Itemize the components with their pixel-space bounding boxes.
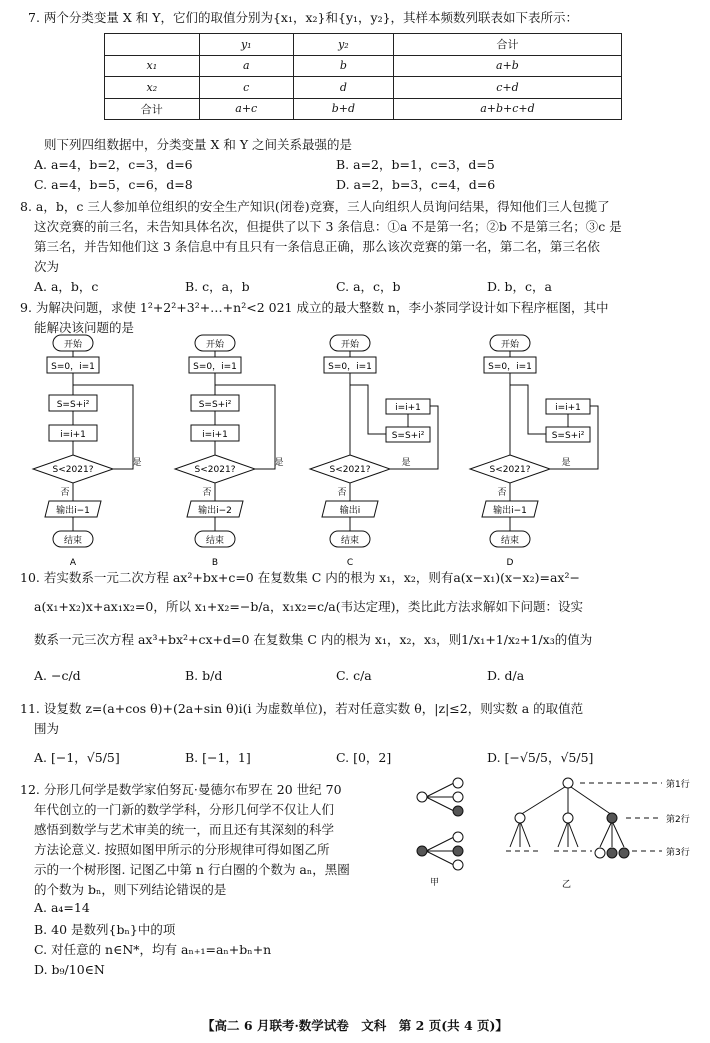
flowchart-caption: A [69, 558, 77, 565]
loop-line-top [350, 385, 386, 434]
process-label-1: S=S+i² [198, 400, 232, 410]
q10-option-a[interactable]: A. −c/d [34, 668, 81, 683]
yes-label: 是 [274, 458, 284, 468]
q9-line-1: 9. 为解决问题，求使 1²+2²+3²+…+n²<2 021 成立的最大整数 n，李小茶同学设计如下程序框图，其中 [20, 300, 609, 315]
start-label: 开始 [500, 340, 520, 350]
no-label: 否 [60, 488, 70, 498]
init-label: S=0，i=1 [328, 362, 372, 372]
q11-option-d[interactable]: D. [−√5/5，√5/5] [487, 750, 594, 765]
decision-label: S<2021? [489, 465, 531, 475]
table-cell: c+d [393, 77, 621, 99]
black-circle [417, 846, 427, 856]
q12-line-6: 的个数为 bₙ，则下列结论错误的是 [34, 882, 227, 897]
loop-line-top [510, 385, 546, 434]
decision-label: S<2021? [52, 465, 94, 475]
table-cell: y₂ [293, 34, 393, 56]
flowchart-b[interactable] [170, 333, 325, 565]
white-circle [453, 792, 463, 802]
black-circle [453, 806, 463, 816]
process-label-1: S=S+i² [56, 400, 90, 410]
q12-line-2: 年代创立的一门新的数学学科，分形几何学不仅让人们 [34, 802, 335, 817]
table-cell: c [199, 77, 293, 99]
table-row [105, 77, 622, 99]
decision-label: S<2021? [194, 465, 236, 475]
table-cell [105, 34, 200, 56]
q8-option-b[interactable]: B. c，a，b [185, 279, 250, 294]
process-label-1: i=i+1 [395, 403, 421, 413]
fractal-figure-jia [410, 775, 470, 890]
white-circle [595, 848, 605, 858]
q8-line-2: 这次竞赛的前三名，未告知具体名次，但提供了以下 3 条信息：①a 不是第一名；②b 不是第三名；③c 是 [34, 219, 622, 234]
yes-label: 是 [561, 458, 571, 468]
q12-line-3: 感悟到数学与艺术审美的统一，而且还有其深刻的科学 [34, 822, 335, 837]
output-label: 输出i−1 [56, 506, 90, 516]
figure-label-yi: 乙 [562, 880, 572, 890]
q12-line-4: 方法论意义. 按照如图甲所示的分形规律可得如图乙所 [34, 842, 330, 857]
table-cell: 合计 [105, 98, 200, 120]
white-circle [563, 778, 573, 788]
q12-line-1: 12. 分形几何学是数学家伯努瓦·曼德尔布罗在 20 世纪 70 [20, 782, 342, 797]
table-cell: d [293, 77, 393, 99]
white-circle [453, 778, 463, 788]
process-label-2: S=S+i² [551, 431, 585, 441]
q10-line-3: 数系一元三次方程 ax³+bx²+cx+d=0 在复数集 C 内的根为 x₁，x₂，x₃，则1/x₁+1/x₂+1/x₃的值为 [34, 632, 593, 647]
row-label-1: 第1行 [666, 780, 690, 790]
flowchart-c[interactable] [305, 333, 460, 565]
start-label: 开始 [340, 340, 360, 350]
white-circle [453, 860, 463, 870]
black-circle [607, 848, 617, 858]
q8-line-4: 次为 [34, 259, 60, 274]
q11-line-2: 围为 [34, 721, 60, 736]
black-circle [619, 848, 629, 858]
process-label-2: i=i+1 [202, 430, 228, 440]
q7-option-c[interactable]: C. a=4，b=5，c=6，d=8 [34, 177, 193, 192]
process-label-1: i=i+1 [555, 403, 581, 413]
q10-line-2: a(x₁+x₂)x+ax₁x₂=0，所以 x₁+x₂=−b/a，x₁x₂=c/a(韦达定理)，类比此方法求解如下问题：设实 [34, 599, 584, 614]
table-cell: 合计 [393, 34, 621, 56]
q12-line-5: 示的一个树形图. 记图乙中第 n 行白圈的个数为 aₙ，黑圈 [34, 862, 350, 877]
table-cell: y₁ [199, 34, 293, 56]
table-row [105, 98, 622, 120]
yes-label: 是 [401, 458, 411, 468]
q10-option-d[interactable]: D. d/a [487, 668, 525, 683]
output-label: 输出i−2 [198, 506, 232, 516]
start-label: 开始 [63, 340, 83, 350]
q8-option-d[interactable]: D. b，c，a [487, 279, 552, 294]
contingency-table [104, 33, 622, 120]
q7-option-a[interactable]: A. a=4，b=2，c=3，d=6 [34, 157, 193, 172]
q11-option-a[interactable]: A. [−1，√5/5] [34, 750, 120, 765]
flowchart-caption: B [211, 558, 219, 565]
row-label-2: 第2行 [666, 815, 690, 825]
black-circle [453, 846, 463, 856]
q7-option-b[interactable]: B. a=2，b=1，c=3，d=5 [336, 157, 495, 172]
process-label-2: S=S+i² [391, 431, 425, 441]
q7-option-d[interactable]: D. a=2，b=3，c=4，d=6 [336, 177, 496, 192]
init-label: S=0，i=1 [193, 362, 237, 372]
table-row [105, 34, 622, 56]
flowchart-caption: C [346, 558, 354, 565]
table-cell: a [199, 55, 293, 77]
q12-option-d[interactable]: D. b₉/10∈N [34, 962, 105, 977]
fractal-figure-yi [500, 775, 705, 895]
white-circle [515, 813, 525, 823]
yes-label: 是 [132, 458, 142, 468]
page-footer: 【高二 6 月联考·数学试卷 文科 第 2 页(共 4 页)】 [202, 1018, 508, 1033]
table-cell: x₂ [105, 77, 200, 99]
q11-option-c[interactable]: C. [0，2] [336, 750, 392, 765]
end-label: 结束 [340, 536, 360, 546]
flowchart-a[interactable] [28, 333, 183, 565]
no-label: 否 [202, 488, 212, 498]
end-label: 结束 [500, 536, 520, 546]
row-label-3: 第3行 [666, 848, 690, 858]
no-label: 否 [337, 488, 347, 498]
end-label: 结束 [63, 536, 83, 546]
init-label: S=0，i=1 [51, 362, 95, 372]
table-cell: x₁ [105, 55, 200, 77]
q9-line-2: 能解决该问题的是 [34, 320, 135, 335]
q7-stem: 7. 两个分类变量 X 和 Y，它们的取值分别为{x₁，x₂}和{y₁，y₂}，其样本频数列联表如下表所示： [28, 10, 579, 25]
q7-question: 则下列四组数据中，分类变量 X 和 Y 之间关系最强的是 [44, 137, 353, 152]
q12-option-b[interactable]: B. 40 是数列{bₙ}中的项 [34, 922, 176, 937]
figure-label-jia: 甲 [430, 878, 440, 888]
q8-option-c[interactable]: C. a，c，b [336, 279, 401, 294]
q11-option-b[interactable]: B. [−1，1] [185, 750, 251, 765]
table-row [105, 55, 622, 77]
table-cell: b+d [293, 98, 393, 120]
q8-option-a[interactable]: A. a，b，c [34, 279, 99, 294]
q11-line-1: 11. 设复数 z=(a+cos θ)+(2a+sin θ)i(i 为虚数单位)，若对任意实数 θ，|z|≤2，则实数 a 的取值范 [20, 701, 584, 716]
end-label: 结束 [205, 536, 225, 546]
flowchart-d[interactable] [465, 333, 620, 565]
q10-option-c[interactable]: C. c/a [336, 668, 372, 683]
black-circle [607, 813, 617, 823]
q10-line-1: 10. 若实数系一元二次方程 ax²+bx+c=0 在复数集 C 内的根为 x₁，x₂，则有a(x−x₁)(x−x₂)=ax²− [20, 570, 580, 585]
q8-line-1: 8. a，b，c 三人参加单位组织的安全生产知识(闭卷)竞赛，三人向组织人员询问结果，得知他们三人包揽了 [20, 199, 610, 214]
start-label: 开始 [205, 340, 225, 350]
q10-option-b[interactable]: B. b/d [185, 668, 223, 683]
table-cell: b [293, 55, 393, 77]
output-label: 输出i−1 [493, 506, 527, 516]
white-circle [453, 832, 463, 842]
init-label: S=0，i=1 [488, 362, 532, 372]
process-label-2: i=i+1 [60, 430, 86, 440]
q12-option-c[interactable]: C. 对任意的 n∈N*，均有 aₙ₊₁=aₙ+bₙ+n [34, 942, 272, 957]
table-cell: a+b+c+d [393, 98, 621, 120]
table-cell: a+b [393, 55, 621, 77]
white-circle [563, 813, 573, 823]
table-cell: a+c [199, 98, 293, 120]
q8-line-3: 第三名，并告知他们这 3 条信息中有且只有一条信息正确，那么该次竞赛的第一名，第二名，第三名依 [34, 239, 600, 254]
no-label: 否 [497, 488, 507, 498]
flowchart-caption: D [506, 558, 514, 565]
q12-option-a[interactable]: A. a₄=14 [34, 900, 90, 915]
white-circle [417, 792, 427, 802]
decision-label: S<2021? [329, 465, 371, 475]
output-label: 输出i [339, 506, 361, 516]
